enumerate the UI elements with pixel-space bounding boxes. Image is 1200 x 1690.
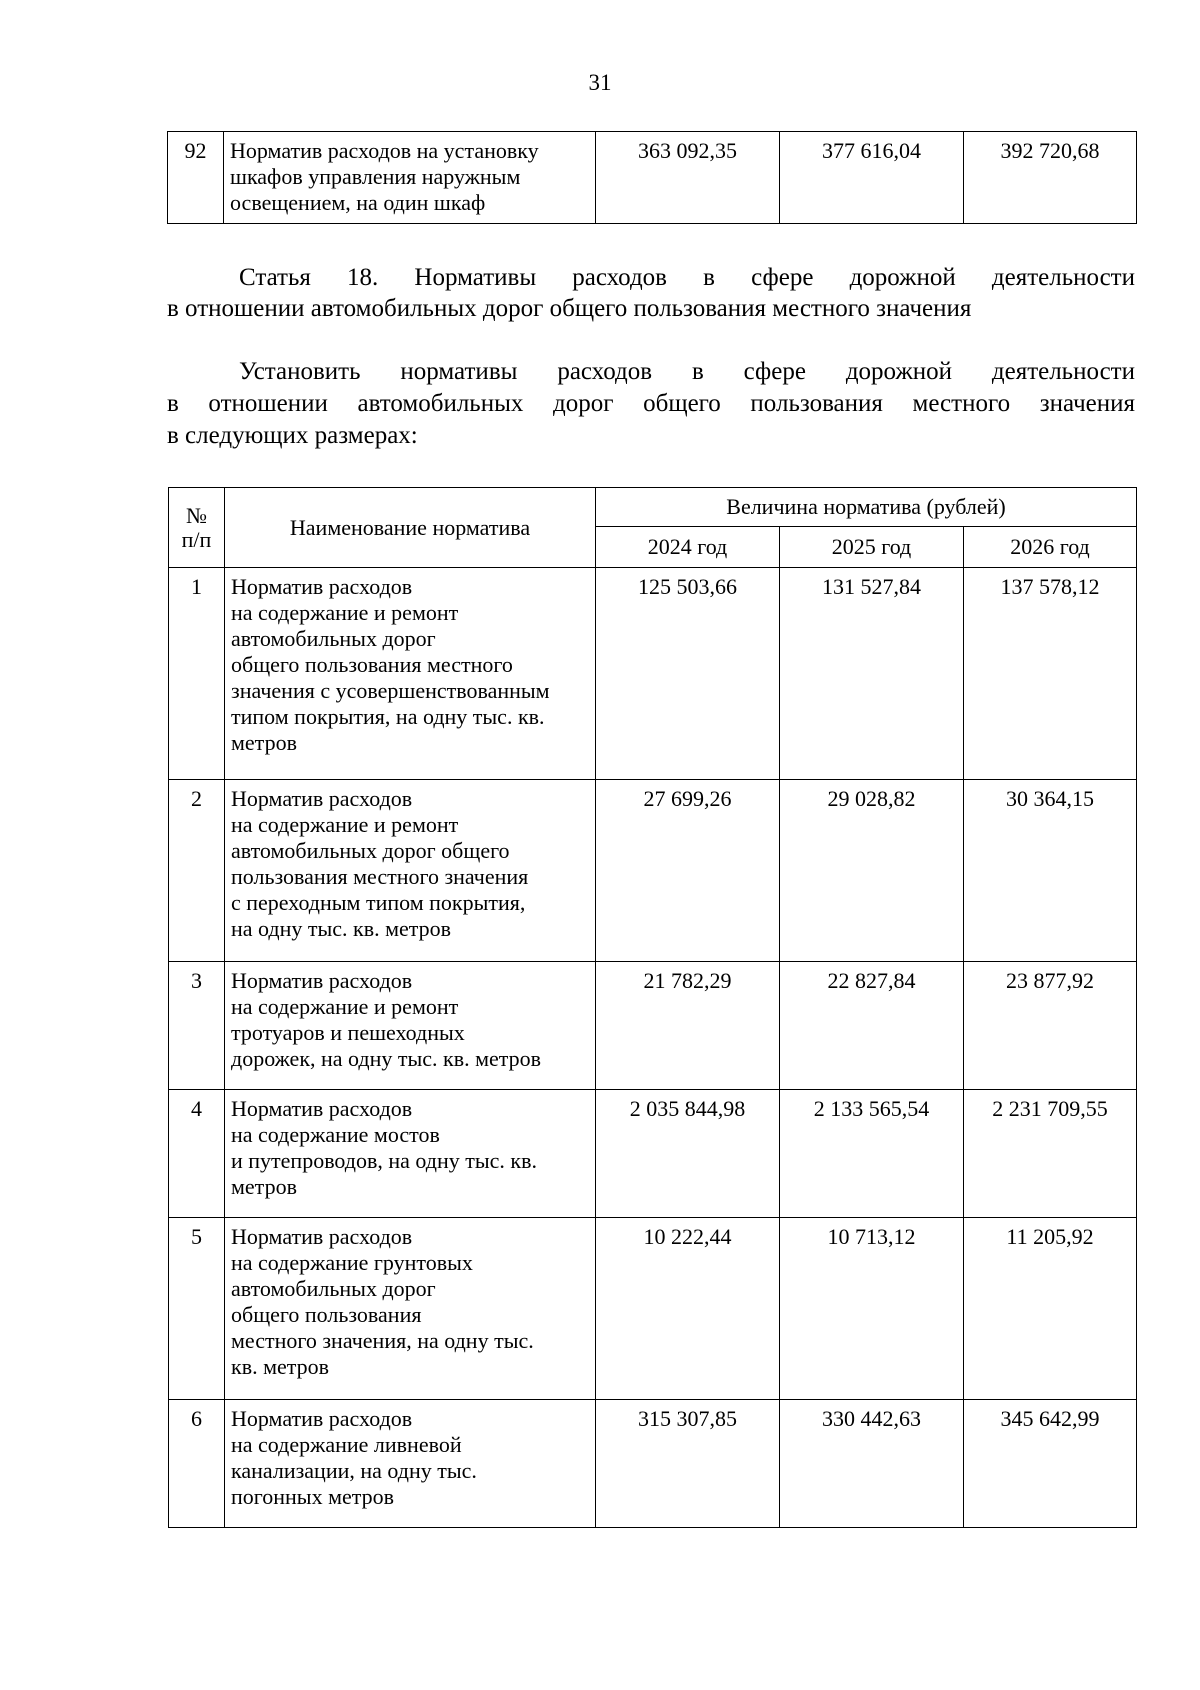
row-name-line: пользования местного значения: [231, 864, 529, 889]
row-name-line: автомобильных дорог: [231, 1276, 436, 1301]
value-2026: 392 720,68: [964, 132, 1137, 224]
row-name: Норматив расходов на установку шкафов управления наружным освещением, на один шкаф: [224, 132, 596, 224]
value-2024: 27 699,26: [596, 780, 780, 962]
header-number-line-2: п/п: [181, 526, 212, 552]
table-row: [168, 132, 1137, 224]
page-number: 31: [588, 70, 612, 95]
row-name-line: погонных метров: [231, 1484, 395, 1509]
row-number: 4: [169, 1090, 225, 1218]
row-name-line: на содержание и ремонт: [231, 994, 459, 1019]
continued-table: [167, 131, 1137, 224]
article-title-line-1: Статья 18. Нормативы расходов в сфере дорожной деятельности: [239, 264, 1135, 291]
row-name: [225, 780, 596, 962]
row-name-line: на содержание мостов: [231, 1122, 440, 1147]
row-name-line: типом покрытия, на одну тыс. кв.: [231, 704, 545, 729]
row-name-line: Норматив расходов: [231, 1224, 413, 1249]
row-name-line: общего пользования: [231, 1302, 422, 1327]
value-2026: 137 578,12: [964, 568, 1137, 780]
row-name-line: с переходным типом покрытия,: [231, 890, 526, 915]
value-2024: 363 092,35: [596, 132, 780, 224]
row-name-line: канализации, на одну тыс.: [231, 1458, 477, 1483]
value-2026: 30 364,15: [964, 780, 1137, 962]
paragraph-line-1: Установить нормативы расходов в сфере дорожной деятельности: [239, 358, 1135, 385]
value-2026: 2 231 709,55: [964, 1090, 1137, 1218]
row-number: 5: [169, 1218, 225, 1400]
table-header-row: [169, 488, 1137, 527]
paragraph-line-2: в отношении автомобильных дорог общего пользования местного значения: [167, 390, 1135, 417]
table-row: [169, 1218, 1137, 1400]
row-number: 6: [169, 1400, 225, 1528]
row-name-line: на одну тыс. кв. метров: [231, 916, 452, 941]
value-2024: 315 307,85: [596, 1400, 780, 1528]
row-name-line: автомобильных дорог: [231, 626, 436, 651]
row-name-line: Норматив расходов: [231, 1096, 413, 1121]
row-number: 1: [169, 568, 225, 780]
row-name-line: на содержание грунтовых: [231, 1250, 473, 1275]
row-name-line: Норматив расходов: [231, 574, 413, 599]
table-row: [169, 962, 1137, 1090]
row-name: [225, 1400, 596, 1528]
header-name: Наименование норматива: [225, 488, 596, 568]
row-name-line: местного значения, на одну тыс.: [231, 1328, 534, 1353]
row-name-line: Норматив расходов: [231, 1406, 413, 1431]
table-row: [169, 1090, 1137, 1218]
row-name: [225, 568, 596, 780]
row-name: [225, 1090, 596, 1218]
row-name-line: Норматив расходов: [231, 786, 413, 811]
row-name-line: на содержание ливневой: [231, 1432, 462, 1457]
header-value-group: Величина норматива (рублей): [596, 488, 1137, 527]
row-name-line: на содержание и ремонт: [231, 600, 459, 625]
row-name-line: дорожек, на одну тыс. кв. метров: [231, 1046, 542, 1071]
value-2024: 2 035 844,98: [596, 1090, 780, 1218]
paragraph-line-3: в следующих размерах:: [167, 422, 418, 449]
value-2025: 131 527,84: [780, 568, 964, 780]
table-row: [169, 780, 1137, 962]
value-2025: 377 616,04: [780, 132, 964, 224]
row-name-line: метров: [231, 1174, 297, 1199]
header-year-2025: 2025 год: [780, 527, 964, 568]
value-2024: 10 222,44: [596, 1218, 780, 1400]
header-number: [169, 488, 225, 568]
row-name: [225, 962, 596, 1090]
value-2024: 125 503,66: [596, 568, 780, 780]
value-2025: 29 028,82: [780, 780, 964, 962]
row-number: 3: [169, 962, 225, 1090]
header-number-line-1: №: [186, 502, 207, 528]
row-name: [225, 1218, 596, 1400]
row-name-line: метров: [231, 730, 297, 755]
norms-table: [168, 487, 1137, 1528]
row-name-line: тротуаров и пешеходных: [231, 1020, 465, 1045]
row-name-line: общего пользования местного: [231, 652, 513, 677]
value-2025: 10 713,12: [780, 1218, 964, 1400]
row-name-line: кв. метров: [231, 1354, 330, 1379]
article-title-line-2: в отношении автомобильных дорог общего пользования местного значения: [167, 295, 972, 322]
value-2024: 21 782,29: [596, 962, 780, 1090]
table-row: [169, 568, 1137, 780]
row-name-line: значения с усовершенствованным: [231, 678, 550, 703]
body-paragraph: [167, 356, 1135, 452]
header-year-2024: 2024 год: [596, 527, 780, 568]
row-name-line: и путепроводов, на одну тыс. кв.: [231, 1148, 537, 1173]
row-name-line: на содержание и ремонт: [231, 812, 459, 837]
value-2025: 2 133 565,54: [780, 1090, 964, 1218]
row-name-line: автомобильных дорог общего: [231, 838, 510, 863]
article-title: [167, 262, 1135, 324]
value-2026: 23 877,92: [964, 962, 1137, 1090]
value-2026: 11 205,92: [964, 1218, 1137, 1400]
row-number: 2: [169, 780, 225, 962]
row-number: 92: [168, 132, 224, 224]
value-2025: 330 442,63: [780, 1400, 964, 1528]
value-2025: 22 827,84: [780, 962, 964, 1090]
value-2026: 345 642,99: [964, 1400, 1137, 1528]
row-name-line: Норматив расходов: [231, 968, 413, 993]
header-year-2026: 2026 год: [964, 527, 1137, 568]
table-row: [169, 1400, 1137, 1528]
